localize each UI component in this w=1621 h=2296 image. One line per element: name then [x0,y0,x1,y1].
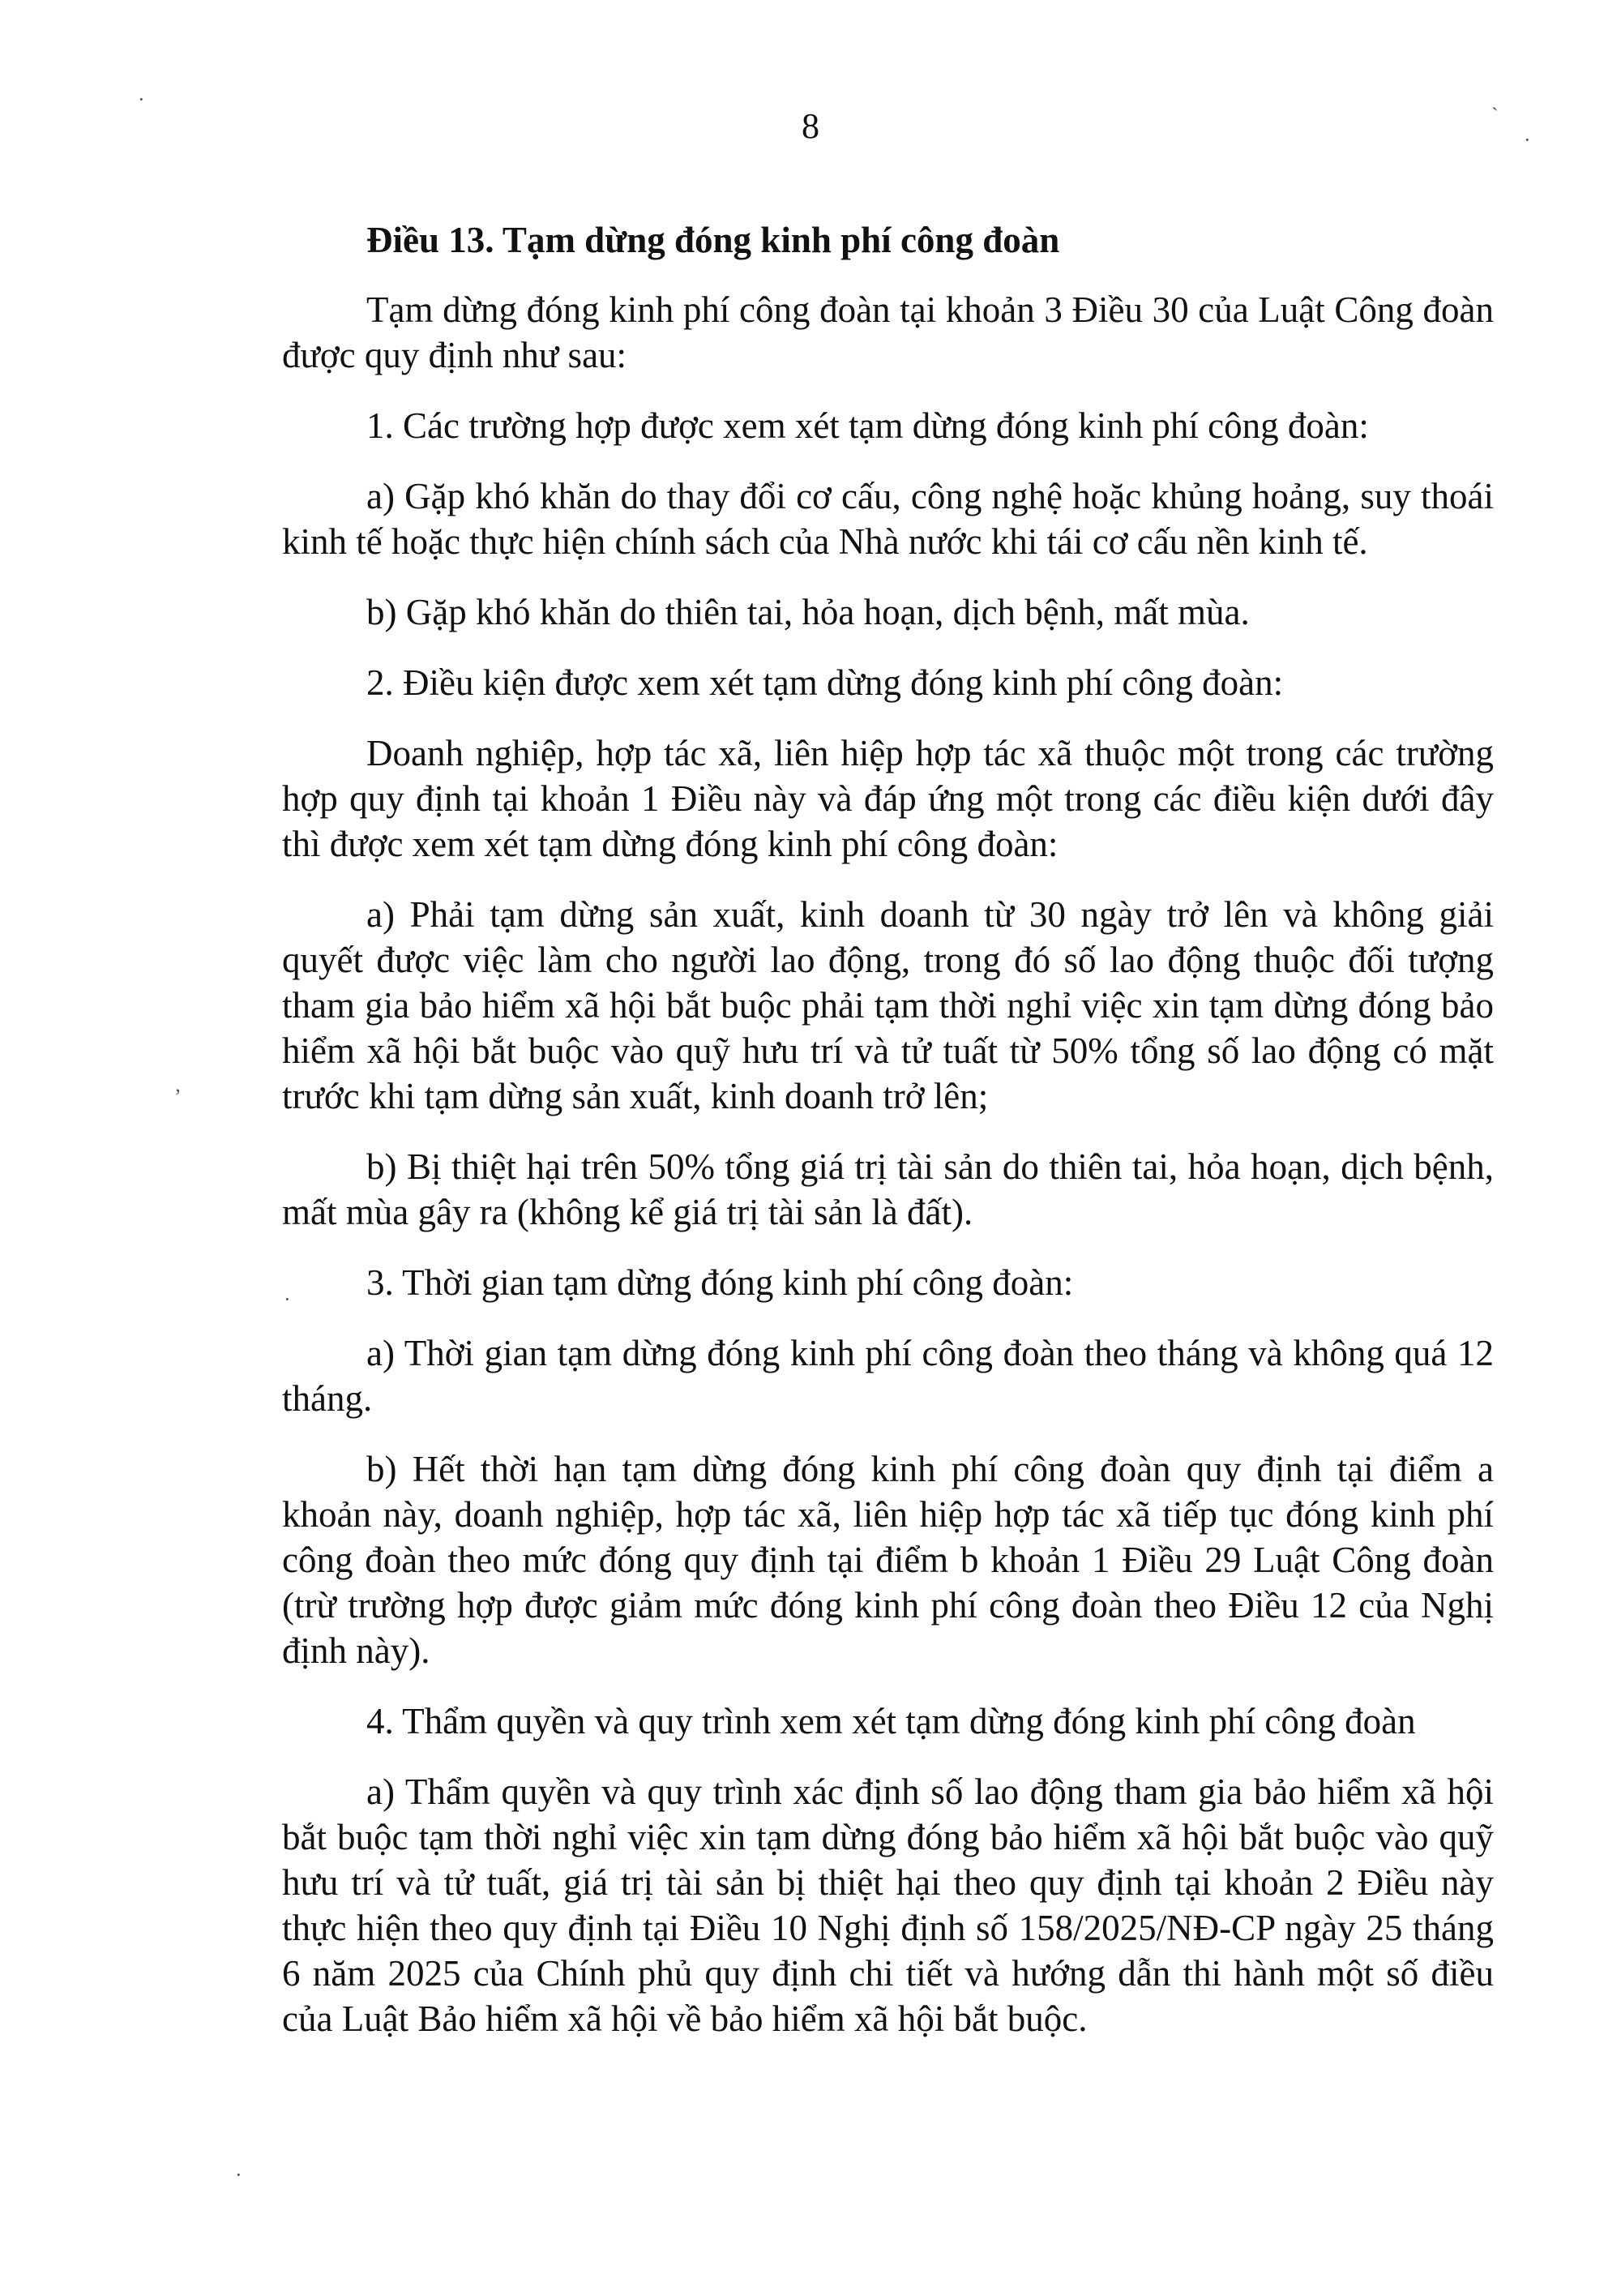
clause-2-intro: Doanh nghiệp, hợp tác xã, liên hiệp hợp tác xã thuộc một trong các trường hợp quy định tại khoản 1 Điều này và đáp ứng một trong các điều kiện dưới đây thì được xem xét tạm dừng đóng kinh phí công đoàn: [282,733,1494,864]
clause-1: 1. Các trường hợp được xem xét tạm dừng đóng kinh phí công đoàn: [366,405,1369,446]
page-number: 8 [802,106,819,146]
clause-3-point-b: b) Hết thời hạn tạm dừng đóng kinh phí công đoàn quy định tại điểm a khoản này, doanh nghiệp, hợp tác xã, liên hiệp hợp tác xã tiếp tục đóng kinh phí công đoàn theo mức đóng quy định tại điểm b khoản 1 Điều 29 Luật Công đoàn (trừ trường hợp được giảm mức đóng kinh phí công đoàn theo Điều 12 của Nghị định này). [282,1449,1494,1671]
clause-3-point-a: a) Thời gian tạm dừng đóng kinh phí công đoàn theo tháng và không quá 12 tháng. [282,1333,1494,1419]
clause-4-point-a: a) Thẩm quyền và quy trình xác định số lao động tham gia bảo hiểm xã hội bắt buộc tạm thời nghỉ việc xin tạm dừng đóng bảo hiểm xã hội bắt buộc vào quỹ hưu trí và tử tuất, giá trị tài sản bị thiệt hại theo quy định tại khoản 2 Điều này thực hiện theo quy định tại Điều 10 Nghị định số 158/2025/NĐ-CP ngày 25 tháng 6 năm 2025 của Chính phủ quy định chi tiết và hướng dẫn thi hành một số điều của Luật Bảo hiểm xã hội về bảo hiểm xã hội bắt buộc. [282,1771,1494,2039]
scan-speck: ˏ [1491,88,1499,111]
clause-1-point-b: b) Gặp khó khăn do thiên tai, hỏa hoạn, dịch bệnh, mất mùa. [366,592,1250,632]
scan-speck: · [235,2163,242,2187]
scan-speck: · [138,88,145,111]
scan-speck: · [1524,128,1531,152]
article-body [282,217,1494,2067]
clause-2-point-b: b) Bị thiệt hại trên 50% tổng giá trị tài sản do thiên tai, hỏa hoạn, dịch bệnh, mất mùa gây ra (không kể giá trị tài sản là đất). [282,1146,1494,1232]
clause-2: 2. Điều kiện được xem xét tạm dừng đóng kinh phí công đoàn: [366,662,1284,703]
scan-speck: ʼ [174,1085,182,1108]
scan-speck: · [284,1287,291,1311]
intro-paragraph: Tạm dừng đóng kinh phí công đoàn tại khoản 3 Điều 30 của Luật Công đoàn được quy định như sau: [282,289,1494,375]
clause-3: 3. Thời gian tạm dừng đóng kinh phí công đoàn: [366,1262,1074,1303]
article-heading: Điều 13. Tạm dừng đóng kinh phí công đoàn [366,220,1060,260]
clause-4: 4. Thẩm quyền và quy trình xem xét tạm dừng đóng kinh phí công đoàn [366,1701,1416,1741]
clause-2-point-a: a) Phải tạm dừng sản xuất, kinh doanh từ 30 ngày trở lên và không giải quyết được việc làm cho người lao động, trong đó số lao động thuộc đối tượng tham gia bảo hiểm xã hội bắt buộc phải tạm thời nghỉ việc xin tạm dừng đóng bảo hiểm xã hội bắt buộc vào quỹ hưu trí và tử tuất từ 50% tổng số lao động có mặt trước khi tạm dừng sản xuất, kinh doanh trở lên; [282,894,1494,1116]
clause-1-point-a: a) Gặp khó khăn do thay đổi cơ cấu, công nghệ hoặc khủng hoảng, suy thoái kinh tế hoặc thực hiện chính sách của Nhà nước khi tái cơ cấu nền kinh tế. [282,476,1494,562]
